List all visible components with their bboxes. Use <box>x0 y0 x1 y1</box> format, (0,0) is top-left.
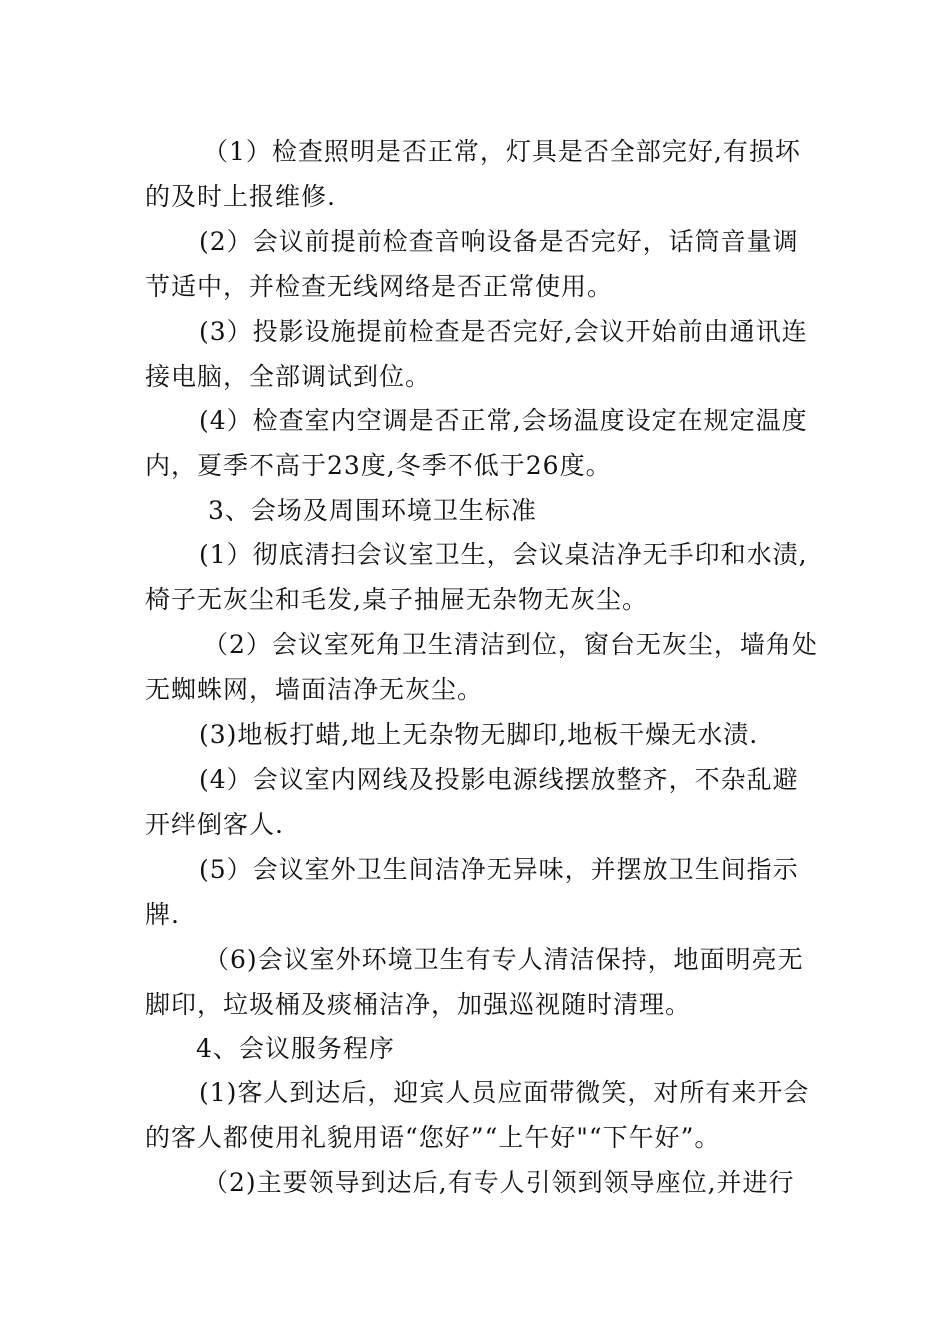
paragraph-line: (3)地板打蜡,地上无杂物无脚印,地板干燥无水渍. <box>199 720 759 749</box>
paragraph-line: 无蜘蛛网，墙面洁净无灰尘。 <box>145 675 484 704</box>
paragraph-line: (1)客人到达后，迎宾人员应面带微笑，对所有来开会 <box>199 1078 810 1107</box>
paragraph-line: (4）会议室内网线及投影电源线摆放整齐，不杂乱避 <box>199 765 799 794</box>
paragraph-line: 椅子无灰尘和毛发,桌子抽屉无杂物无灰尘。 <box>145 585 648 614</box>
paragraph-line: 脚印，垃圾桶及痰桶洁净，加强巡视随时清理。 <box>145 990 692 1019</box>
paragraph-line: 的客人都使用礼貌用语“您好”“上午好"“下午好”。 <box>145 1123 721 1152</box>
paragraph-line: 接电脑，全部调试到位。 <box>145 362 432 391</box>
paragraph-line: (3）投影设施提前检查是否完好,会议开始前由通讯连 <box>199 317 808 346</box>
section-heading: 4、会议服务程序 <box>196 1034 395 1063</box>
paragraph-line: （1）检查照明是否正常，灯具是否全部完好,有损坏 <box>203 137 801 166</box>
paragraph-line: （6)会议室外环境卫生有专人清洁保持，地面明亮无 <box>204 945 804 974</box>
paragraph-line: (1）彻底清扫会议室卫生，会议桌洁净无手印和水渍, <box>199 540 808 569</box>
paragraph-line: (5）会议室外卫生间洁净无异味，并摆放卫生间指示 <box>199 855 799 884</box>
paragraph-line: (4）检查室内空调是否正常,会场温度设定在规定温度 <box>199 406 808 435</box>
paragraph-line: （2)主要领导到达后,有专人引领到领导座位,并进行 <box>203 1168 795 1197</box>
paragraph-line: （2）会议室死角卫生清洁到位，窗台无灰尘，墙角处 <box>203 630 818 659</box>
paragraph-line: 牌. <box>145 900 180 929</box>
section-heading: 3、会场及周围环境卫生标准 <box>208 496 537 525</box>
paragraph-line: 的及时上报维修. <box>145 182 336 211</box>
paragraph-line: 开绊倒客人. <box>145 810 284 839</box>
paragraph-line: (2）会议前提前检查音响设备是否完好，话筒音量调 <box>199 227 799 256</box>
paragraph-line: 内，夏季不高于23度,冬季不低于26度。 <box>145 451 612 480</box>
paragraph-line: 节适中，并检查无线网络是否正常使用。 <box>145 272 614 301</box>
